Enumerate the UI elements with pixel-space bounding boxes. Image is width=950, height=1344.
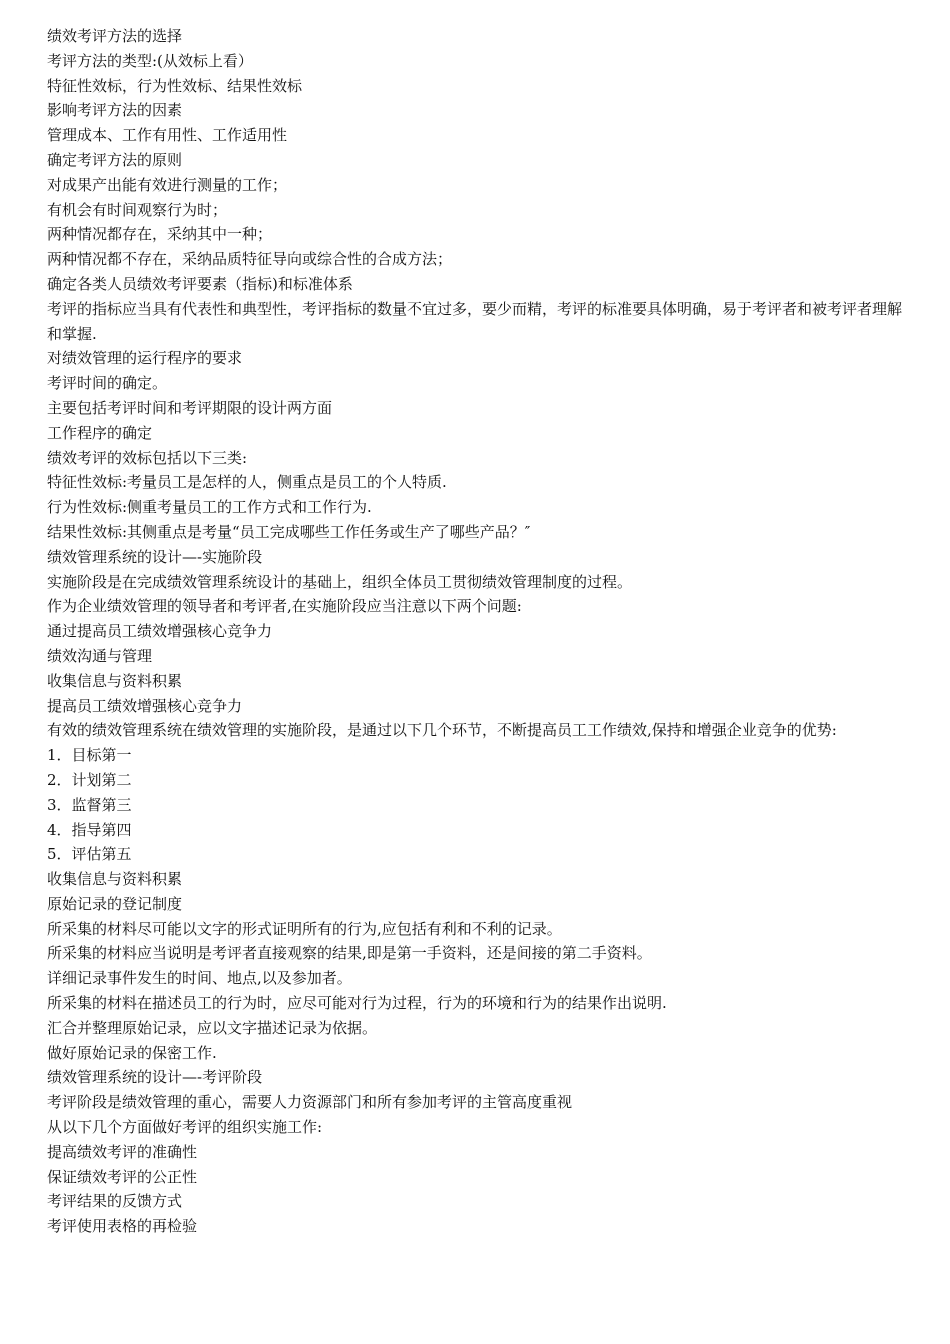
- text-line: 考评时间的确定。: [47, 374, 168, 393]
- text-line: 原始记录的登记制度: [47, 894, 183, 913]
- text-line: 通过提高员工绩效增强核心竞争力: [47, 622, 273, 641]
- text-line: 工作程序的确定: [47, 423, 153, 442]
- text-line: 对成果产出能有效进行测量的工作；: [47, 175, 288, 194]
- text-line: 绩效考评的效标包括以下三类:: [47, 448, 248, 467]
- text-line: 作为企业绩效管理的领导者和考评者,在实施阶段应当注意以下两个问题:: [47, 597, 522, 616]
- list-item: 1．目标第一: [47, 746, 132, 765]
- text-line: 汇合并整理原始记录，应以文字描述记录为依据。: [47, 1018, 378, 1037]
- text-line: 收集信息与资料积累: [47, 870, 183, 889]
- text-line: 考评阶段是绩效管理的重心，需要人力资源部门和所有参加考评的主管高度重视: [47, 1093, 573, 1112]
- text-line: 所采集的材料在描述员工的行为时，应尽可能对行为过程，行为的环境和行为的结果作出说明.: [47, 994, 667, 1013]
- text-line: 考评结果的反馈方式: [47, 1192, 183, 1211]
- text-line: 绩效管理系统的设计—-实施阶段: [47, 547, 263, 566]
- text-line: 影响考评方法的因素: [47, 101, 183, 120]
- text-line: 两种情况都存在，采纳其中一种；: [47, 225, 273, 244]
- paragraph-indicator-requirements: 考评的指标应当具有代表性和典型性，考评指标的数量不宜过多，要少而精，考评的标准要具体明确，易于考评者和被考评者理解和掌握.: [47, 299, 903, 343]
- text-line: 确定考评方法的原则: [47, 150, 183, 169]
- list-item: 4．指导第四: [47, 820, 132, 839]
- text-line: 特征性效标，行为性效标、结果性效标: [47, 76, 303, 95]
- text-line: 主要包括考评时间和考评期限的设计两方面: [47, 398, 333, 417]
- text-line: 考评方法的类型:(从效标上看）: [47, 51, 253, 70]
- text-line: 绩效沟通与管理: [47, 646, 153, 665]
- text-line: 特征性效标:考量员工是怎样的人，侧重点是员工的个人特质.: [47, 473, 447, 492]
- text-line: 实施阶段是在完成绩效管理系统设计的基础上，组织全体员工贯彻绩效管理制度的过程。: [47, 572, 633, 591]
- list-item: 3．监督第三: [47, 795, 132, 814]
- text-line: 有机会有时间观察行为时；: [47, 200, 228, 219]
- text-line: 所采集的材料尽可能以文字的形式证明所有的行为,应包括有利和不利的记录。: [47, 919, 562, 938]
- paragraph-implementation-stage: 有效的绩效管理系统在绩效管理的实施阶段，是通过以下几个环节，不断提高员工工作绩效,保持和增强企业竞争的优势:: [47, 721, 837, 740]
- text-line: 结果性效标:其侧重点是考量“员工完成哪些工作任务或生产了哪些产品？″: [47, 522, 531, 541]
- heading-method-selection: 绩效考评方法的选择: [47, 27, 183, 45]
- text-line: 所采集的材料应当说明是考评者直接观察的结果,即是第一手资料，还是间接的第二手资料。: [47, 944, 652, 963]
- text-line: 两种情况都不存在，采纳品质特征导向或综合性的合成方法；: [47, 250, 453, 269]
- text-line: 行为性效标:侧重考量员工的工作方式和工作行为.: [47, 498, 372, 517]
- text-line: 确定各类人员绩效考评要素（指标)和标准体系: [47, 274, 353, 293]
- text-line: 绩效管理系统的设计—-考评阶段: [47, 1068, 263, 1087]
- text-line: 详细记录事件发生的时间、地点,以及参加者。: [47, 969, 352, 988]
- text-line: 管理成本、工作有用性、工作适用性: [47, 126, 288, 145]
- document-body: [47, 24, 907, 1239]
- list-item: 5．评估第五: [47, 845, 132, 864]
- list-item: 2．计划第二: [47, 770, 132, 789]
- text-line: 考评使用表格的再检验: [47, 1217, 198, 1236]
- text-line: 做好原始记录的保密工作.: [47, 1043, 217, 1062]
- text-line: 保证绩效考评的公正性: [47, 1167, 198, 1186]
- text-line: 提高员工绩效增强核心竞争力: [47, 696, 243, 715]
- text-line: 对绩效管理的运行程序的要求: [47, 349, 243, 368]
- text-line: 提高绩效考评的准确性: [47, 1142, 198, 1161]
- text-line: 收集信息与资料积累: [47, 671, 183, 690]
- text-line: 从以下几个方面做好考评的组织实施工作:: [47, 1118, 323, 1137]
